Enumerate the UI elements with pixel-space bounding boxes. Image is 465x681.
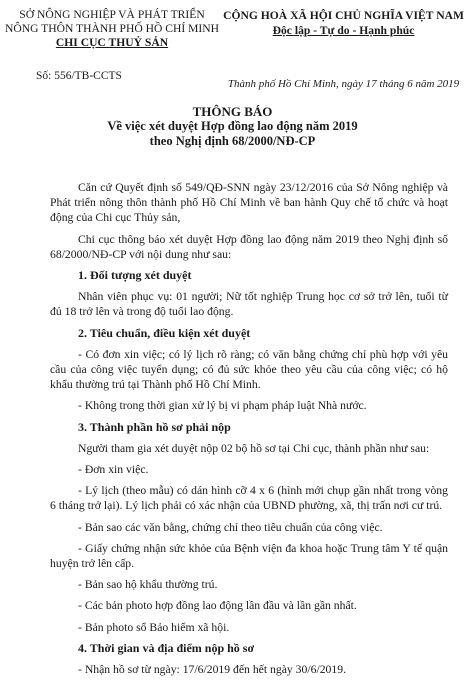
section-2-paragraph-2: - Không trong thời gian xử lý bị vi phạm pháp luật Nhà nước. (78, 399, 367, 413)
title-line-3: theo Nghị định 68/2000/NĐ-CP (149, 134, 316, 148)
section-1-paragraph: Nhân viên phục vụ: 01 người; Nữ tốt nghiệp Trung học cơ sở trở lên, tuổi từ đủ 18 trở lên và trong độ tuổi lao động. (50, 290, 448, 319)
section-3-item-2: - Lý lịch (theo mẫu) có dán hình cỡ 4 x 6 (hình mới chụp gần nhất trong vòng 6 tháng trở lại). Lý lịch phải có xác nhận của UBND phường, xã, thị trấn nơi cư trú. (50, 484, 448, 513)
agency-line-2: NÔNG THÔN THÀNH PHỐ HỒ CHÍ MINH (4, 22, 220, 35)
intro-paragraph-2: Chi cục thông báo xét duyệt Hợp đồng lao động năm 2019 theo Nghị định số 68/2000/NĐ-CP với nội dung như sau: (50, 232, 448, 261)
intro-paragraph-1: Căn cứ Quyết định số 549/QĐ-SNN ngày 23/12/2016 của Sở Nông nghiệp và Phát triển nông thôn thành phố Hồ Chí Minh về ban hành Quy chế tổ chức và hoạt động của Chi cục Thủy sản, (50, 181, 448, 225)
section-3-item-7: - Bản photo sổ Bảo hiểm xã hội. (78, 620, 230, 634)
section-3-title: 3. Thành phần hồ sơ phải nộp (78, 419, 231, 434)
section-3-item-6: - Các bản photo hợp đồng lao động lần đầu và lần gần nhất. (78, 599, 357, 613)
section-2-title: 2. Tiêu chuẩn, điều kiện xét duyệt (78, 325, 251, 340)
document-title (0, 104, 465, 149)
title-line-1: THÔNG BÁO (192, 104, 273, 119)
section-3-item-1: - Đơn xin việc. (78, 463, 149, 477)
agency-line-3: CHI CỤC THUỶ SẢN (55, 36, 169, 49)
section-3-item-3: - Bản sao các văn bằng, chứng chỉ theo tiêu chuẩn của công việc. (78, 520, 383, 534)
section-1-title: 1. Đối tượng xét duyệt (78, 268, 192, 283)
document-number: Số: 556/TB-CCTS (36, 70, 122, 82)
national-motto-block (222, 8, 465, 38)
section-3-item-4: - Giấy chứng nhận sức khỏe của Bệnh viện đa khoa hoặc Trung tâm Y tế quận huyện trở lên cấp. (50, 541, 448, 571)
nation-line-2: Độc lập - Tự do - Hạnh phúc (272, 24, 415, 37)
section-2-paragraph-1: - Có đơn xin việc; có lý lịch rõ ràng; có văn bằng chứng chỉ phù hợp với yêu cầu của công việc tuyển dụng; có đủ sức khỏe theo yêu cầu của công việc; có hộ khẩu thường trú tại Thành phố Hồ Chí Minh. (50, 347, 448, 392)
issuing-agency-block (2, 8, 222, 50)
section-3-item-5: - Bản sao hộ khẩu thường trú. (78, 578, 218, 592)
title-line-2: Về việc xét duyệt Hợp đồng lao động năm 2019 (107, 119, 358, 133)
nation-line-1: CỘNG HOÀ XÃ HỘI CHỦ NGHĨA VIỆT NAM (223, 9, 464, 22)
document-body (50, 180, 448, 677)
date-place: Thành phố Hồ Chí Minh, ngày 17 tháng 6 năm 2019 (227, 78, 460, 90)
agency-line-1: SỞ NÔNG NGHIỆP VÀ PHÁT TRIỂN (19, 8, 205, 21)
section-4-title: 4. Thời gian và địa điểm nộp hồ sơ (78, 640, 255, 655)
section-3-paragraph-1: Người tham gia xét duyệt nộp 02 bộ hồ sơ tại Chi cục, thành phần như sau: (78, 441, 430, 455)
section-4-paragraph: - Nhận hồ sơ từ ngày: 17/6/2019 đến hết ngày 30/6/2019. (78, 663, 346, 677)
